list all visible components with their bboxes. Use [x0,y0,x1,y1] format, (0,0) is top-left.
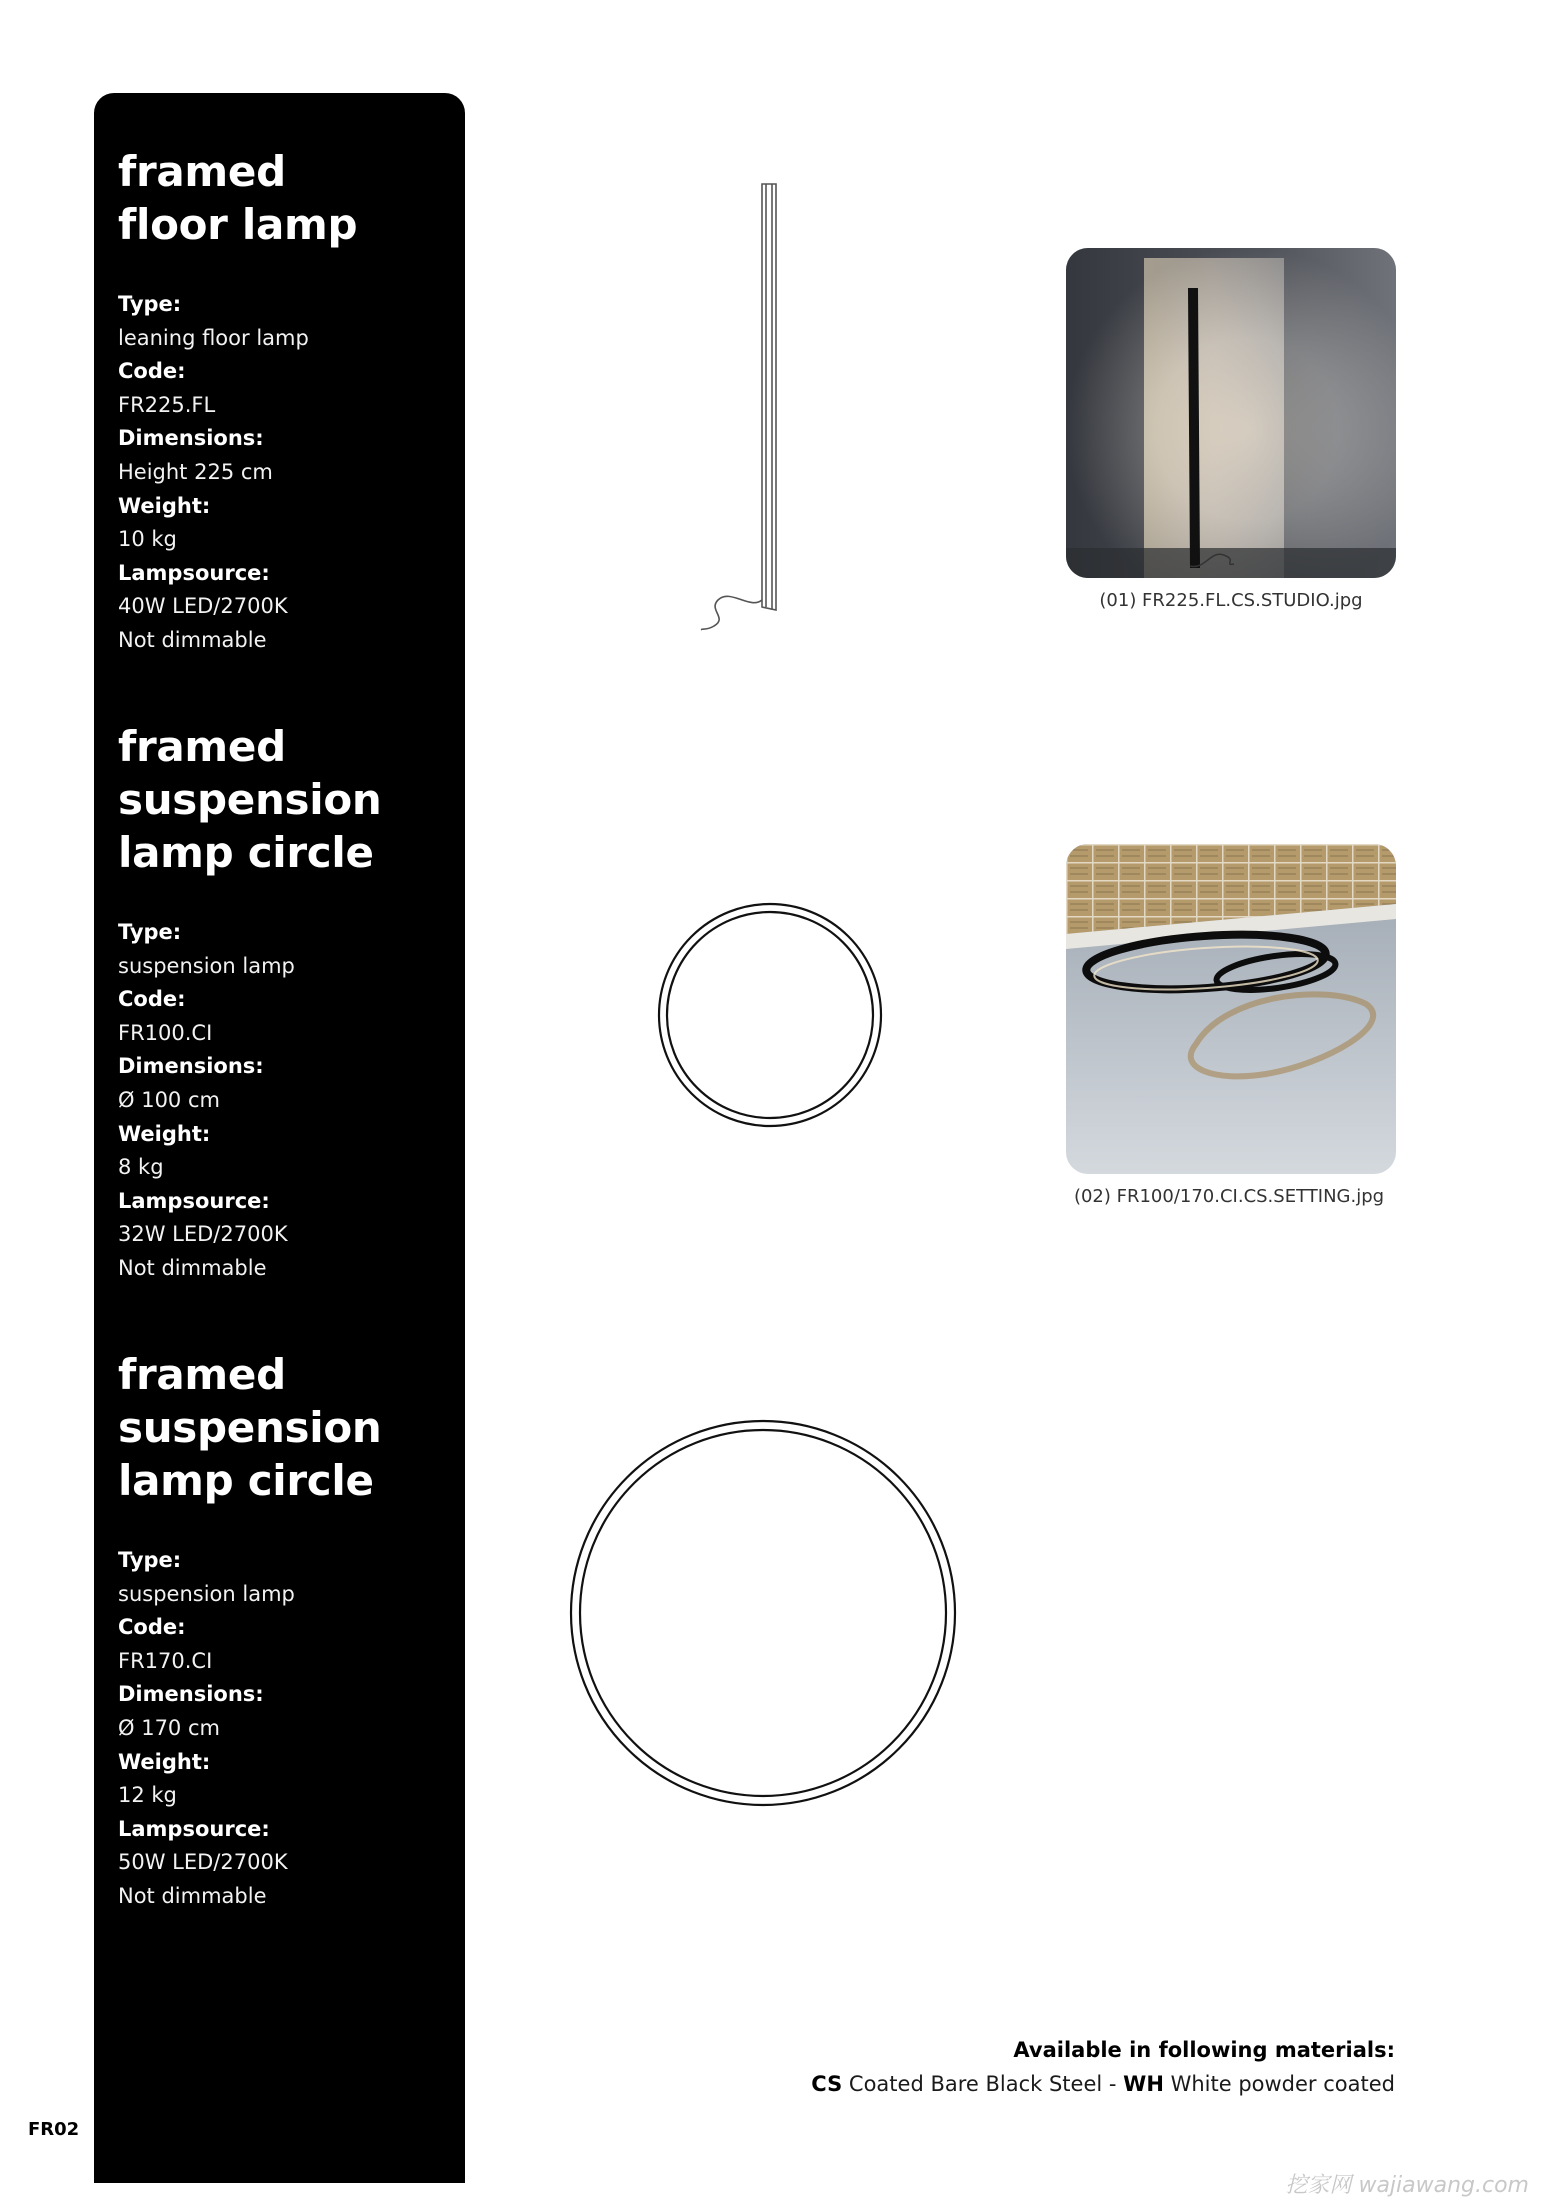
product-sidebar [94,93,465,2183]
product-specs [118,916,448,1286]
title-line: framed [118,722,286,771]
product-block [118,145,448,658]
photo-caption: (01) FR225.FL.CS.STUDIO.jpg [1099,590,1363,611]
circle-lamp-setting-photo [1066,844,1396,1174]
circle-lamp-100-drawing [655,900,885,1130]
materials-heading: Available in following materials: [1013,2038,1395,2062]
spec-value: FR225.FL [118,392,216,417]
spec-value: 10 kg [118,527,177,552]
product-block [118,720,448,1286]
spec-value: suspension lamp [118,1581,295,1606]
title-line: framed [118,147,286,196]
spec-label: Type: [118,1548,182,1572]
product-specs [118,288,448,658]
page-code: FR02 [28,2119,80,2140]
watermark: 挖家网 wajiawang.com [1285,2173,1529,2198]
spec-value: 50W LED/2700K [118,1850,288,1875]
spec-label: Dimensions: [118,426,264,451]
spec-value: suspension lamp [118,953,295,978]
spec-label: Code: [118,1615,186,1640]
spec-label: Lampsource: [118,1188,270,1213]
material-name: White powder coated [1170,2072,1395,2096]
spec-value: 40W LED/2700K [118,594,288,619]
spec-value: leaning floor lamp [118,325,309,350]
title-line: floor lamp [118,200,358,249]
product-title [118,1348,448,1507]
spec-value: 8 kg [118,1155,164,1180]
photo-caption: (02) FR100/170.CI.CS.SETTING.jpg [1073,1186,1385,1207]
spec-value: FR100.CI [118,1020,213,1045]
title-line: suspension [118,1403,382,1452]
floor-lamp-drawing [690,180,790,640]
materials-note [811,2033,1395,2101]
spec-label: Weight: [118,493,211,518]
title-line: lamp circle [118,828,374,877]
spec-value: Not dimmable [118,1883,267,1908]
spec-label: Code: [118,987,186,1012]
floor-lamp-studio-photo [1066,248,1396,578]
spec-label: Weight: [118,1121,211,1146]
spec-value: 12 kg [118,1783,177,1808]
material-separator: - [1102,2072,1124,2096]
title-line: suspension [118,775,382,824]
spec-value: Ø 170 cm [118,1715,220,1740]
spec-label: Code: [118,359,186,384]
material-code: WH [1123,2072,1164,2096]
spec-value: Not dimmable [118,627,267,652]
spec-label: Type: [118,920,182,944]
spec-value: Not dimmable [118,1255,267,1280]
product-title [118,145,448,251]
spec-value: Height 225 cm [118,459,273,484]
product-specs [118,1544,448,1914]
spec-label: Lampsource: [118,1816,270,1841]
product-block [118,1348,448,1914]
product-title [118,720,448,879]
title-line: framed [118,1350,286,1399]
spec-label: Dimensions: [118,1682,264,1707]
material-code: CS [811,2072,843,2096]
spec-label: Weight: [118,1749,211,1774]
spec-label: Dimensions: [118,1054,264,1079]
spec-value: FR170.CI [118,1648,213,1673]
spec-label: Lampsource: [118,560,270,585]
title-line: lamp circle [118,1456,374,1505]
materials-list [811,2072,1395,2096]
material-name: Coated Bare Black Steel [848,2072,1103,2096]
spec-value: 32W LED/2700K [118,1222,288,1247]
spec-value: Ø 100 cm [118,1087,220,1112]
circle-lamp-170-drawing [568,1418,958,1808]
spec-label: Type: [118,292,182,316]
